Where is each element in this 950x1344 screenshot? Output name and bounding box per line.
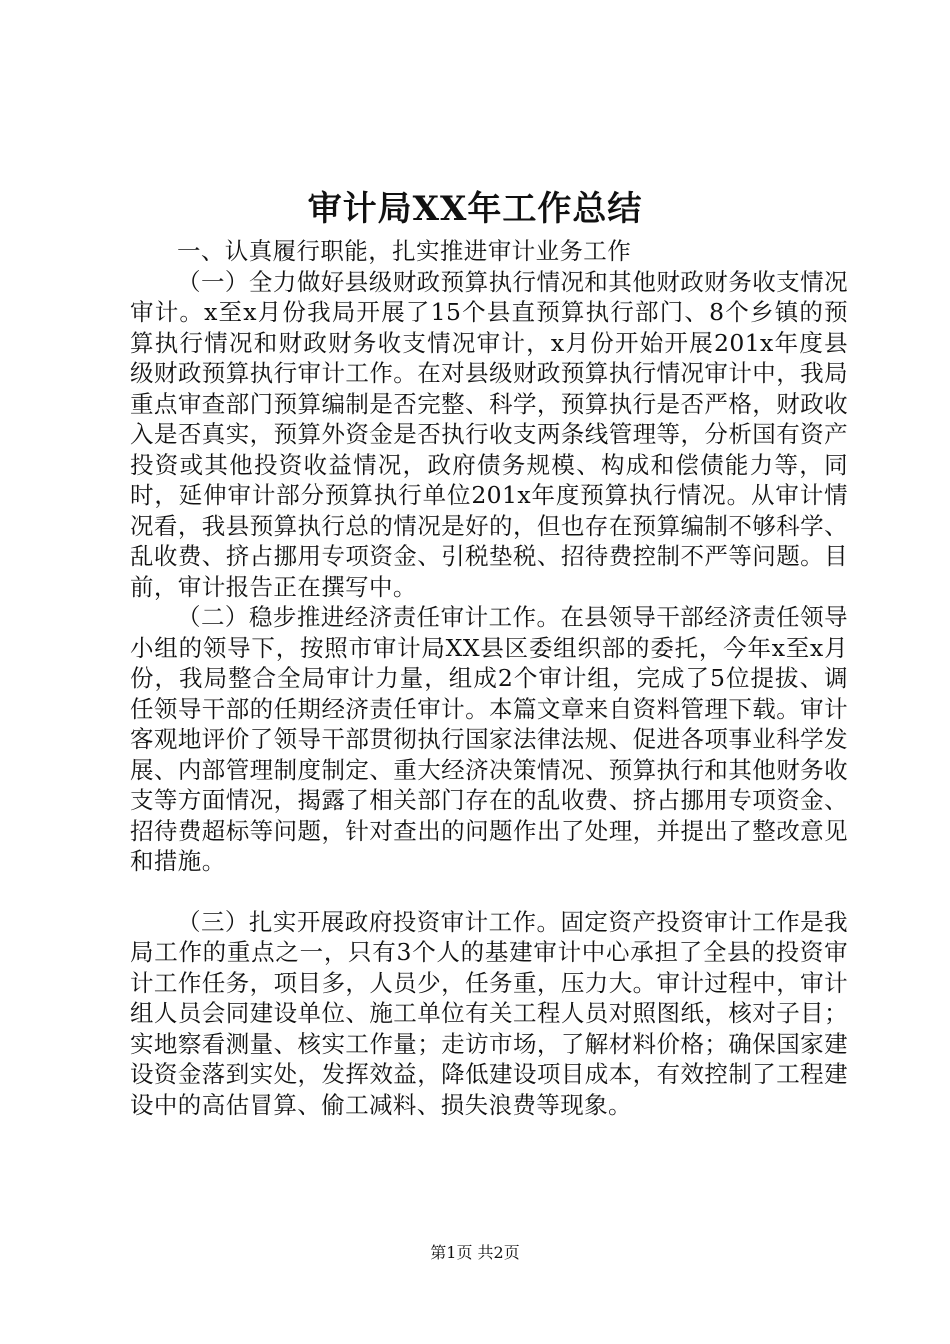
section-heading: 一、认真履行职能，扎实推进审计业务工作: [177, 237, 632, 265]
page-number-footer: 第1页 共2页: [430, 1243, 520, 1262]
document-title: 审计局XX年工作总结: [307, 189, 643, 229]
paragraph-economic-responsibility-audit: （二）稳步推进经济责任审计工作。在县领导干部经济责任领导小组的领导下，按照市审计局XX县区委组织部的委托，今年x至x月份，我局整合全局审计力量，组成2个审计组，完成了5位提拔、调任领导干部的任期经济责任审计。本篇文章来自资料管理下载。审计客观地评价了领导干部贯彻执行国家法律法规、促进各项事业科学发展、内部管理制度制定、重大经济决策情况、预算执行和其他财务收支等方面情况，揭露了相关部门存在的乱收费、挤占挪用专项资金、招待费超标等问题，针对查出的问题作出了处理，并提出了整改意见和措施。: [130, 603, 848, 875]
paragraph-investment-audit: （三）扎实开展政府投资审计工作。固定资产投资审计工作是我局工作的重点之一，只有3个人的基建审计中心承担了全县的投资审计工作任务，项目多，人员少，任务重，压力大。审计过程中，审计组人员会同建设单位、施工单位有关工程人员对照图纸，核对子目；实地察看测量、核实工作量；走访市场，了解材料价格；确保国家建设资金落到实处，发挥效益，降低建设项目成本，有效控制了工程建设中的高估冒算、偷工减料、损失浪费等现象。: [130, 907, 848, 1119]
document-body: [130, 236, 848, 1120]
paragraph-budget-audit: （一）全力做好县级财政预算执行情况和其他财政财务收支情况审计。x至x月份我局开展了15个县直预算执行部门、8个乡镇的预算执行情况和财政财务收支情况审计，x月份开始开展201x年度县级财政预算执行审计工作。在对县级财政预算执行情况审计中，我局重点审查部门预算编制是否完整、科学，预算执行是否严格，财政收入是否真实，预算外资金是否执行收支两条线管理等，分析国有资产投资或其他投资收益情况，政府债务规模、构成和偿债能力等，同时，延伸审计部分预算执行单位201x年度预算执行情况。从审计情况看，我县预算执行总的情况是好的，但也存在预算编制不够科学、乱收费、挤占挪用专项资金、引税垫税、招待费控制不严等问题。目前，审计报告正在撰写中。: [130, 267, 848, 601]
